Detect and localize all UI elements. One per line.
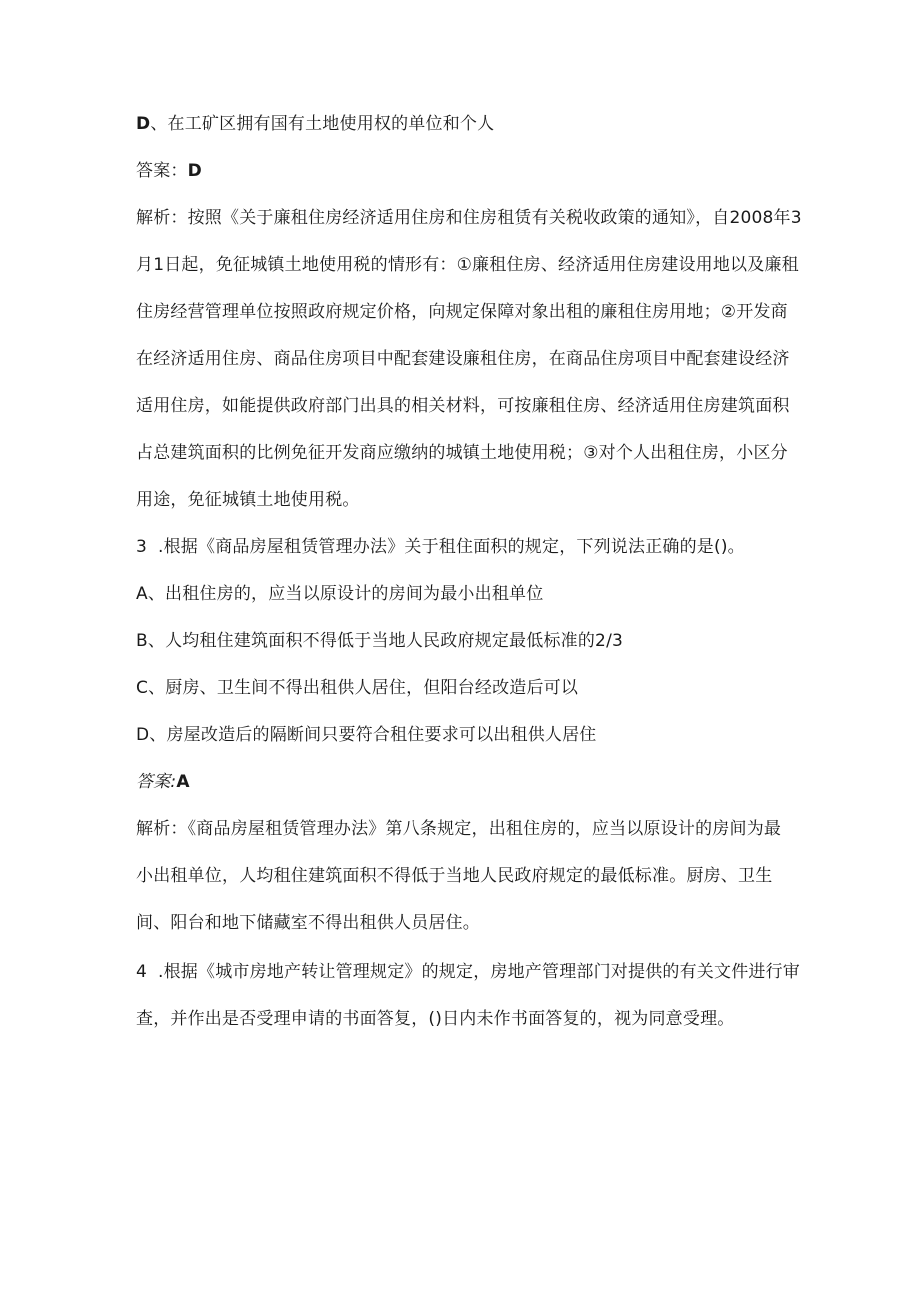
q3-analysis-line: 解析：《商品房屋租赁管理办法》第八条规定，出租住房的，应当以原设计的房间为最	[136, 819, 782, 839]
q4-number: 4	[136, 962, 148, 982]
q3-answer-label: 答案:	[136, 772, 177, 792]
q3-option-a: A、出租住房的，应当以原设计的房间为最小出租单位	[136, 584, 544, 604]
q2-option-d	[136, 112, 494, 136]
q4-stem-line: 查，并作出是否受理申请的书面答复，()日内未作书面答复的，视为同意受理。	[136, 1009, 735, 1029]
q2-option-d-text: 、在工矿区拥有国有土地使用权的单位和个人	[150, 114, 495, 134]
q2-analysis-line: 适用住房，如能提供政府部门出具的相关材料，可按廉租住房、经济适用住房建筑面积	[136, 396, 790, 416]
q3-stem	[136, 535, 745, 559]
q3-answer-value: A	[176, 772, 190, 792]
q3-option-c: C、厨房、卫生间不得出租供人居住，但阳台经改造后可以	[136, 678, 579, 698]
q2-analysis-line: 解析：按照《关于廉租住房经济适用住房和住房租赁有关税收政策的通知》，自2008年3	[136, 208, 802, 228]
q3-analysis-line: 间、阳台和地下储藏室不得出租供人员居住。	[136, 913, 480, 933]
q4-stem-text: .根据《城市房地产转让管理规定》的规定，房地产管理部门对提供的有关文件进行审	[158, 962, 801, 982]
q2-analysis-line: 占总建筑面积的比例免征开发商应缴纳的城镇土地使用税；③对个人出租住房，小区分	[136, 443, 788, 463]
q2-analysis-line: 用途，免征城镇土地使用税。	[136, 490, 360, 510]
q2-answer-value: D	[187, 161, 202, 181]
q2-analysis-line: 月1日起，免征城镇土地使用税的情形有：①廉租住房、经济适用住房建设用地以及廉租	[136, 255, 799, 275]
q2-answer-label: 答案：	[136, 161, 188, 181]
q3-answer	[136, 770, 190, 794]
q2-analysis-line: 在经济适用住房、商品住房项目中配套建设廉租住房，在商品住房项目中配套建设经济	[136, 349, 790, 369]
q3-number: 3	[136, 537, 148, 557]
q2-option-d-letter: D	[136, 114, 151, 134]
q4-stem	[136, 960, 800, 984]
q3-option-b: B、人均租住建筑面积不得低于当地人民政府规定最低标准的2/3	[136, 631, 624, 651]
q2-answer	[136, 159, 202, 183]
q3-stem-text: .根据《商品房屋租赁管理办法》关于租住面积的规定，下列说法正确的是()。	[158, 537, 745, 557]
q3-option-d: D、房屋改造后的隔断间只要符合租住要求可以出租供人居住	[136, 725, 597, 745]
q2-analysis-line: 住房经营管理单位按照政府规定价格，向规定保障对象出租的廉租住房用地；②开发商	[136, 302, 788, 322]
q3-analysis-line: 小出租单位，人均租住建筑面积不得低于当地人民政府规定的最低标准。厨房、卫生	[136, 866, 773, 886]
